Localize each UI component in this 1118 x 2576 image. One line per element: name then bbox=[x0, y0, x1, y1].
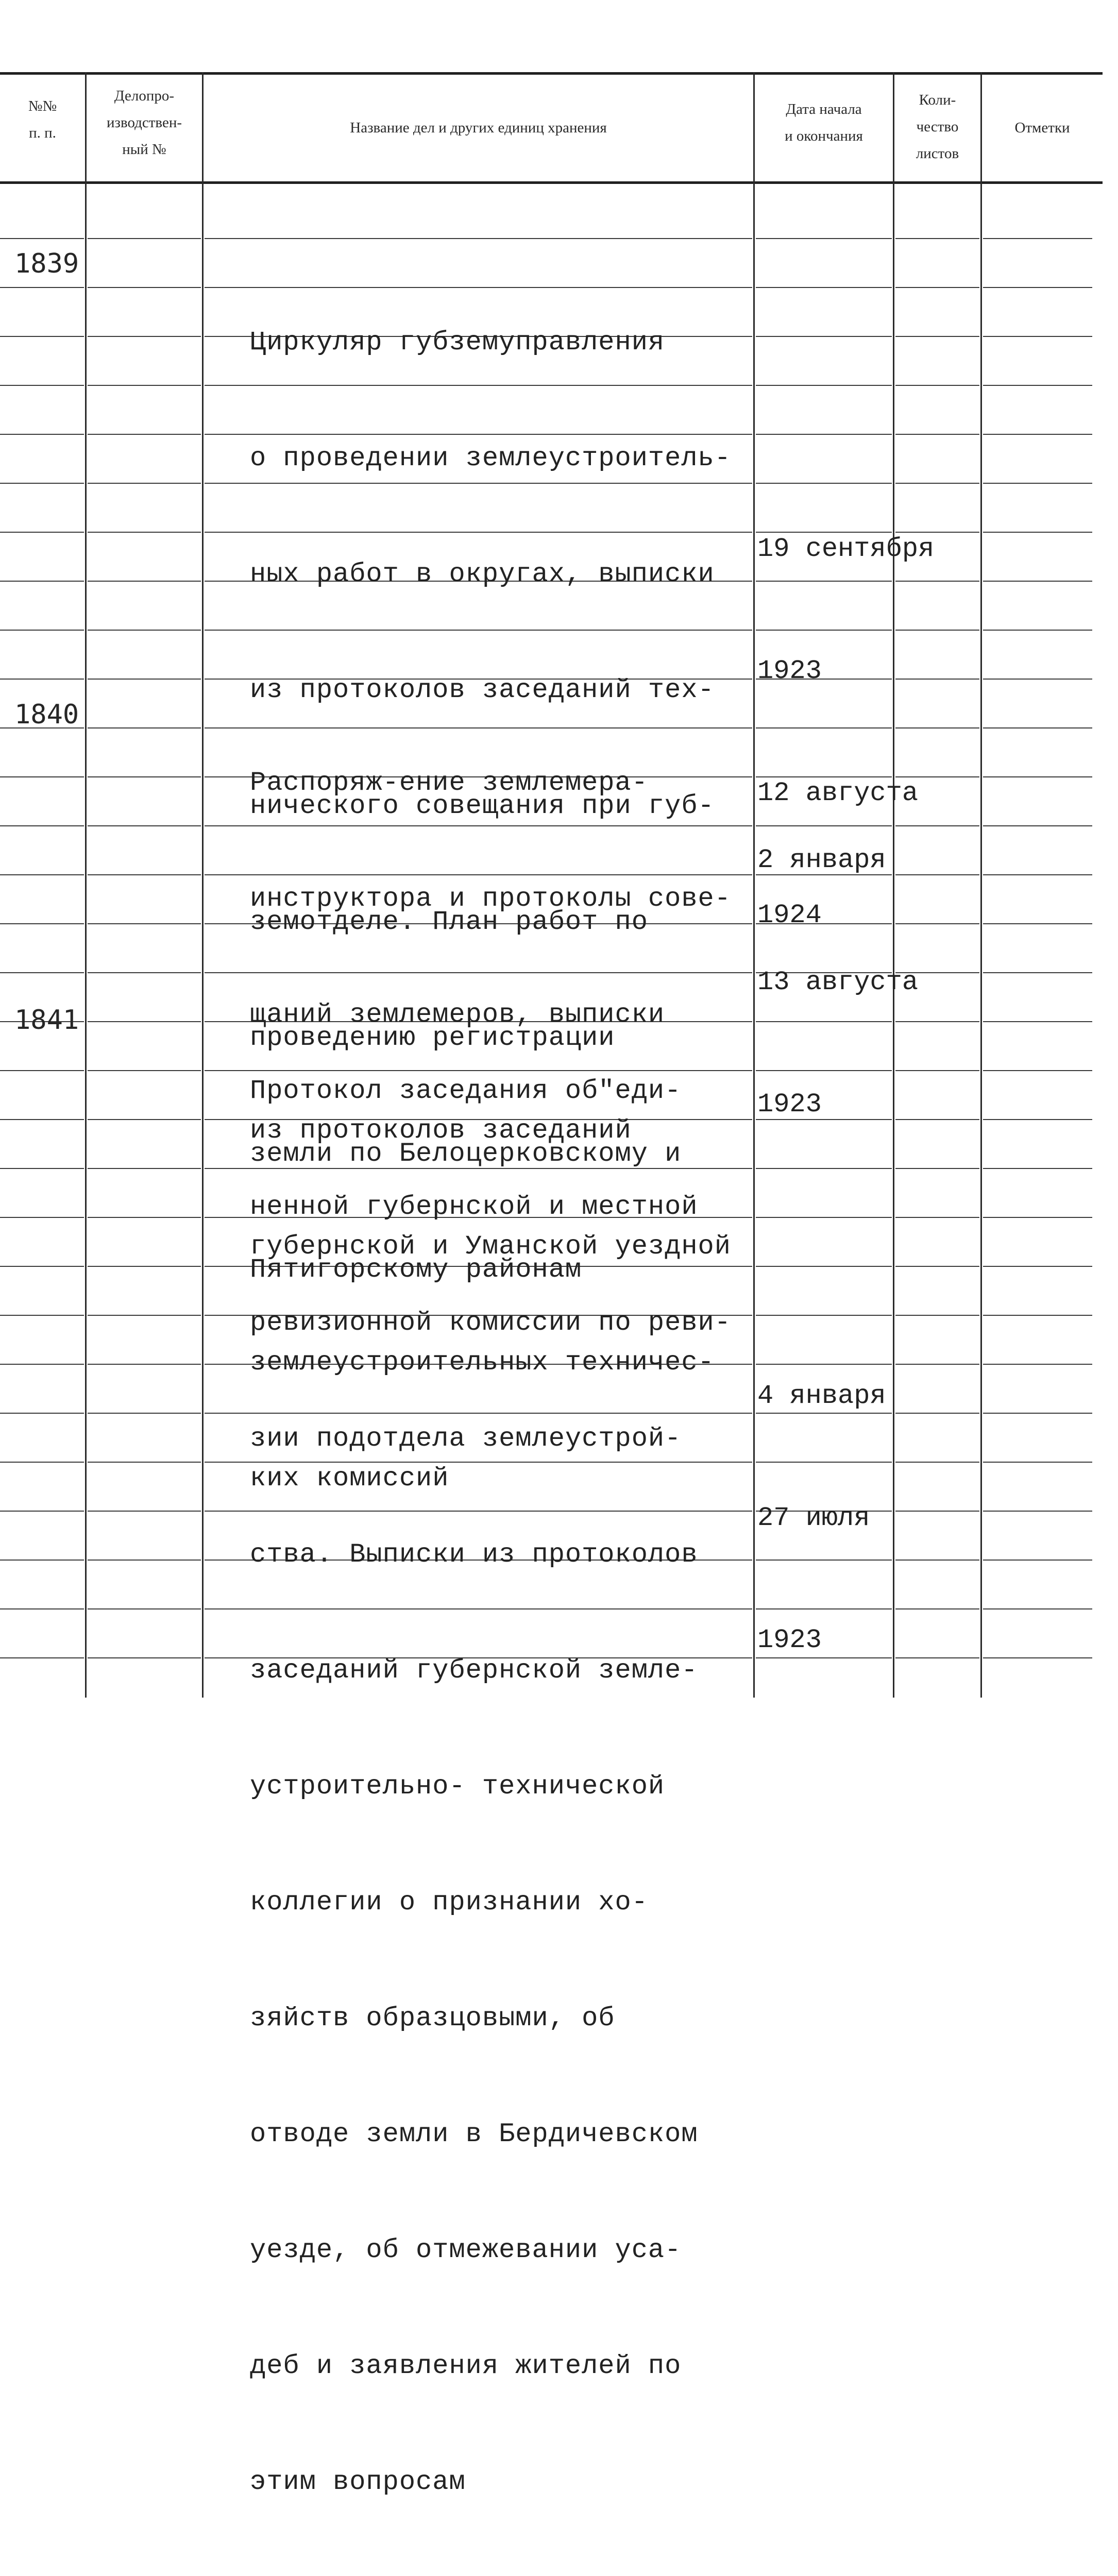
ruled-line bbox=[88, 1462, 201, 1463]
ruled-line bbox=[88, 1364, 201, 1365]
entry-line: ства. Выписки из протоколов bbox=[250, 1539, 698, 1570]
ruled-line bbox=[0, 1560, 84, 1561]
ruled-line bbox=[983, 727, 1092, 728]
entry-title bbox=[250, 994, 760, 2576]
ruled-line bbox=[0, 336, 84, 337]
date-line: 1924 bbox=[757, 900, 822, 930]
header-number: №№ п. п. bbox=[28, 98, 57, 141]
ruled-line bbox=[0, 1462, 84, 1463]
column-divider bbox=[85, 72, 87, 1698]
entry-line: земотделе. План работ по bbox=[250, 907, 648, 937]
entry-line: деб и заявления жителей по bbox=[250, 2351, 682, 2381]
ruled-line bbox=[895, 1217, 979, 1218]
ruled-line bbox=[0, 238, 84, 239]
ruled-line bbox=[0, 1657, 84, 1658]
ruled-line bbox=[983, 581, 1092, 582]
ruled-line bbox=[0, 679, 84, 680]
entry-line: о проведении землеустроитель- bbox=[250, 443, 731, 473]
date-line: 27 июля bbox=[757, 1503, 870, 1533]
ruled-line bbox=[983, 483, 1092, 484]
ruled-line bbox=[983, 776, 1092, 777]
header-notes: Отметки bbox=[1014, 120, 1070, 136]
ruled-line bbox=[0, 1217, 84, 1218]
date-line: 12 августа bbox=[757, 778, 919, 808]
ruled-line bbox=[983, 1608, 1092, 1609]
ruled-line bbox=[0, 972, 84, 973]
ruled-line bbox=[895, 287, 979, 288]
ruled-line bbox=[756, 287, 892, 288]
ruled-line bbox=[983, 532, 1092, 533]
ruled-line bbox=[88, 1070, 201, 1071]
ruled-line bbox=[205, 238, 752, 239]
ruled-line bbox=[0, 532, 84, 533]
entry-line: землеустроительных техничес- bbox=[250, 1347, 715, 1378]
entry-number: 1839 bbox=[14, 248, 79, 279]
date-line: 1923 bbox=[757, 656, 822, 686]
ruled-line bbox=[88, 1511, 201, 1512]
ruled-line bbox=[0, 1315, 84, 1316]
ruled-line bbox=[0, 434, 84, 435]
ruled-line bbox=[895, 336, 979, 337]
ruled-line bbox=[983, 1657, 1092, 1658]
entry-line: нического совещания при губ- bbox=[250, 791, 715, 821]
header-bottom-rule bbox=[0, 181, 1103, 184]
entry-line: ких комиссий bbox=[250, 1463, 449, 1494]
ruled-line bbox=[983, 1119, 1092, 1120]
ruled-line bbox=[895, 385, 979, 386]
ruled-line bbox=[88, 1217, 201, 1218]
ruled-line bbox=[88, 1315, 201, 1316]
entry-line: земли по Белоцерковскому и bbox=[250, 1139, 682, 1169]
ruled-line bbox=[756, 1217, 892, 1218]
entry-dates bbox=[757, 1294, 979, 1742]
date-line: 2 января bbox=[757, 845, 886, 875]
column-divider bbox=[202, 72, 204, 1698]
ruled-line bbox=[88, 1168, 201, 1169]
ruled-line bbox=[0, 923, 84, 924]
ruled-line bbox=[88, 1413, 201, 1414]
ruled-line bbox=[88, 630, 201, 631]
entry-number: 1841 bbox=[14, 1005, 79, 1036]
ruled-line bbox=[983, 825, 1092, 826]
header-dates: Дата начала и окончания bbox=[785, 101, 863, 144]
ruled-line bbox=[983, 1511, 1092, 1512]
ruled-line bbox=[983, 1413, 1092, 1414]
ruled-line bbox=[88, 1608, 201, 1609]
column-divider bbox=[980, 72, 982, 1698]
date-line: 13 августа bbox=[757, 967, 919, 997]
ruled-line bbox=[0, 630, 84, 631]
entry-line: щаний землемеров, выписки bbox=[250, 999, 665, 1030]
ruled-line bbox=[0, 1119, 84, 1120]
entry-line: коллегии о признании хо- bbox=[250, 1887, 648, 1918]
ruled-line bbox=[756, 336, 892, 337]
entry-line: проведению регистрации bbox=[250, 1023, 615, 1053]
ruled-line bbox=[756, 238, 892, 239]
ruled-line bbox=[88, 483, 201, 484]
ruled-line bbox=[983, 630, 1092, 631]
ruled-line bbox=[88, 1021, 201, 1022]
ruled-line bbox=[88, 776, 201, 777]
ruled-line bbox=[983, 923, 1092, 924]
header-title: Название дел и других единиц хранения bbox=[350, 120, 607, 136]
ruled-line bbox=[88, 923, 201, 924]
ruled-line bbox=[983, 1462, 1092, 1463]
entry-line: зии подотдела землеустрой- bbox=[250, 1423, 682, 1454]
ruled-line bbox=[983, 874, 1092, 875]
entry-line: из протоколов заседаний bbox=[250, 1115, 632, 1146]
entry-line: инструктора и протоколы сове- bbox=[250, 884, 731, 914]
ruled-line bbox=[983, 1070, 1092, 1071]
table-top-rule bbox=[0, 72, 1103, 75]
ruled-line bbox=[0, 287, 84, 288]
ruled-line bbox=[0, 1364, 84, 1365]
date-line: 19 сентября bbox=[757, 534, 935, 564]
ruled-line bbox=[895, 1266, 979, 1267]
ruled-line bbox=[756, 434, 892, 435]
ruled-line bbox=[983, 1560, 1092, 1561]
ruled-line bbox=[983, 1168, 1092, 1169]
ruled-line bbox=[88, 727, 201, 728]
ruled-line bbox=[0, 483, 84, 484]
ruled-line bbox=[983, 434, 1092, 435]
entry-line: уезде, об отмежевании уса- bbox=[250, 2235, 682, 2265]
ruled-line bbox=[983, 1021, 1092, 1022]
date-line: 1923 bbox=[757, 1089, 822, 1120]
ruled-line bbox=[895, 434, 979, 435]
entry-line: заседаний губернской земле- bbox=[250, 1655, 698, 1686]
entry-line: зяйств образцовыми, об bbox=[250, 2003, 615, 2033]
ruled-line bbox=[0, 385, 84, 386]
ruled-line bbox=[0, 1266, 84, 1267]
entry-line: ревизионной комиссии по реви- bbox=[250, 1308, 731, 1338]
ruled-line bbox=[983, 336, 1092, 337]
ruled-line bbox=[88, 1266, 201, 1267]
entry-dates bbox=[757, 758, 979, 1206]
entry-line: отводе земли в Бердичевском bbox=[250, 2119, 698, 2149]
ruled-line bbox=[88, 385, 201, 386]
entry-line: губернской и Уманской уездной bbox=[250, 1231, 731, 1262]
ruled-line bbox=[983, 1217, 1092, 1218]
ruled-line bbox=[88, 972, 201, 973]
entry-line: устроительно- технической bbox=[250, 1771, 665, 1802]
ruled-line bbox=[88, 287, 201, 288]
ruled-line bbox=[88, 679, 201, 680]
ruled-line bbox=[983, 385, 1092, 386]
entry-line: этим вопросам bbox=[250, 2467, 466, 2497]
entry-line: ных работ в округах, выписки bbox=[250, 559, 715, 589]
entry-line: ненной губернской и местной bbox=[250, 1192, 698, 1222]
ruled-line bbox=[983, 972, 1092, 973]
ruled-line bbox=[88, 1657, 201, 1658]
date-line: 1923 bbox=[757, 1625, 822, 1655]
date-line: 4 января bbox=[757, 1381, 886, 1411]
header-office-number: Делопро- изводствен- ный № bbox=[106, 88, 182, 158]
ruled-line bbox=[0, 874, 84, 875]
ruled-line bbox=[0, 1413, 84, 1414]
ruled-line bbox=[756, 385, 892, 386]
ruled-line bbox=[983, 1266, 1092, 1267]
ruled-line bbox=[88, 1560, 201, 1561]
header-sheet-count: Коли- чество листов bbox=[916, 92, 959, 162]
entry-line: Пятигорскому районам bbox=[250, 1255, 582, 1285]
entry-line: Протокол заседания об"еди- bbox=[250, 1076, 682, 1106]
ruled-line bbox=[0, 1070, 84, 1071]
ruled-line bbox=[983, 238, 1092, 239]
ruled-line bbox=[88, 581, 201, 582]
ruled-line bbox=[983, 287, 1092, 288]
ruled-line bbox=[88, 434, 201, 435]
entry-number: 1840 bbox=[14, 699, 79, 730]
ruled-line bbox=[895, 238, 979, 239]
ruled-line bbox=[983, 1315, 1092, 1316]
ruled-line bbox=[88, 874, 201, 875]
entry-line: Распоряж-ение землемера- bbox=[250, 768, 648, 798]
ruled-line bbox=[983, 1364, 1092, 1365]
ruled-line bbox=[0, 1608, 84, 1609]
ruled-line bbox=[0, 776, 84, 777]
ruled-line bbox=[756, 1266, 892, 1267]
ruled-line bbox=[88, 532, 201, 533]
ruled-line bbox=[0, 581, 84, 582]
ruled-line bbox=[0, 825, 84, 826]
entry-line: Циркуляр губземуправления bbox=[250, 327, 665, 358]
ruled-line bbox=[88, 238, 201, 239]
ruled-line bbox=[88, 336, 201, 337]
ruled-line bbox=[983, 679, 1092, 680]
entry-line: из протоколов заседаний тех- bbox=[250, 675, 715, 705]
ruled-line bbox=[0, 1511, 84, 1512]
ruled-line bbox=[88, 825, 201, 826]
ruled-line bbox=[0, 1168, 84, 1169]
ruled-line bbox=[88, 1119, 201, 1120]
